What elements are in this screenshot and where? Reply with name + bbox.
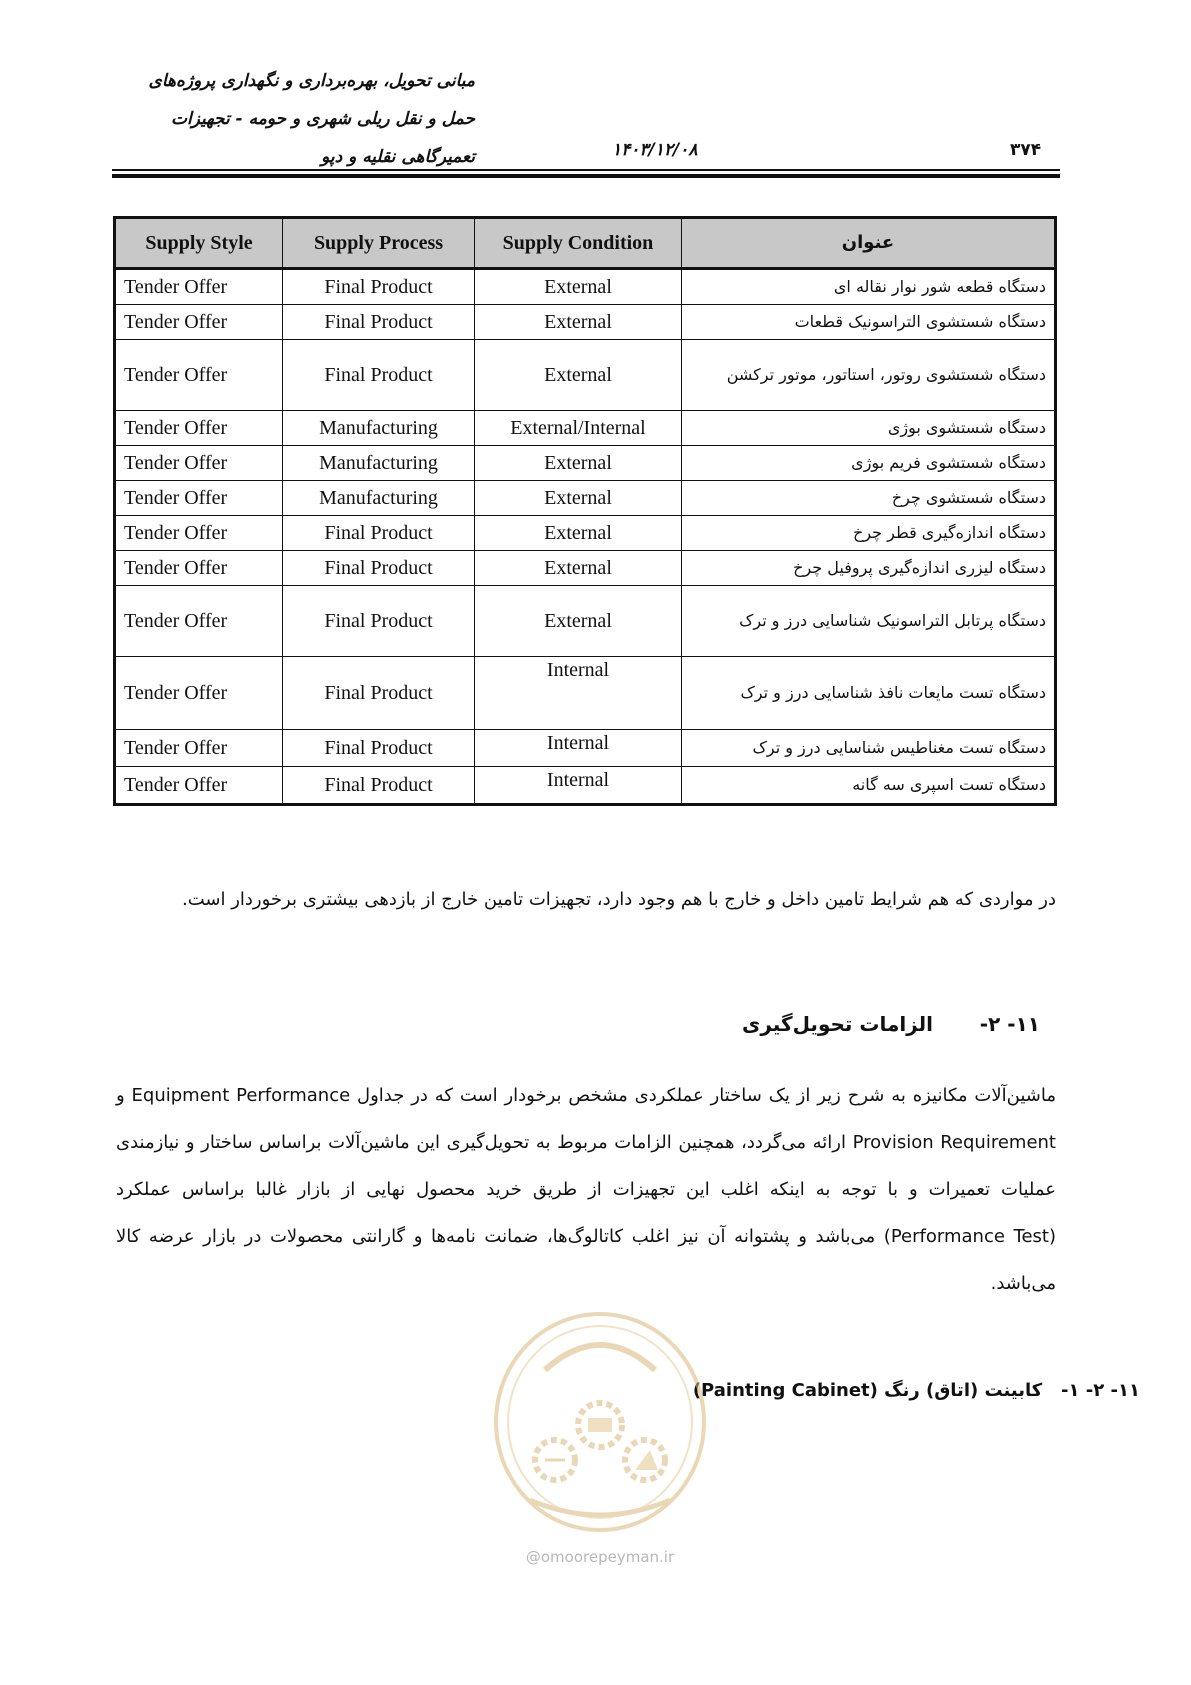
header-line-2: حمل و نقل ریلی شهری و حومه - تجهیزات bbox=[170, 109, 475, 129]
cell-supply-style: Tender Offer bbox=[115, 446, 283, 481]
table-row bbox=[115, 411, 1056, 446]
cell-supply-condition: Internal bbox=[475, 767, 682, 805]
cell-supply-process: Manufacturing bbox=[283, 481, 475, 516]
subsection-title: کابینت (اتاق) رنگ (Painting Cabinet) bbox=[692, 1380, 1043, 1401]
cell-title: دستگاه شستشوی روتور، استاتور، موتور تركشن bbox=[682, 340, 1056, 411]
table-row bbox=[115, 305, 1056, 340]
table-row bbox=[115, 481, 1056, 516]
cell-supply-condition: Internal bbox=[475, 730, 682, 767]
cell-title: دستگاه تست مایعات نافذ شناسایی درز و ترک bbox=[682, 657, 1056, 730]
cell-supply-process: Final Product bbox=[283, 551, 475, 586]
cell-supply-condition: External/Internal bbox=[475, 411, 682, 446]
cell-supply-condition: External bbox=[475, 551, 682, 586]
cell-supply-style: Tender Offer bbox=[115, 730, 283, 767]
cell-supply-style: Tender Offer bbox=[115, 340, 283, 411]
cell-title: دستگاه تست مغناطیس شناسایی درز و ترک bbox=[682, 730, 1056, 767]
cell-supply-process: Final Product bbox=[283, 340, 475, 411]
header-date: ۱۴۰۳/۱۲/۰۸ bbox=[612, 140, 698, 160]
cell-supply-style: Tender Offer bbox=[115, 586, 283, 657]
cell-supply-style: Tender Offer bbox=[115, 269, 283, 305]
cell-supply-style: Tender Offer bbox=[115, 411, 283, 446]
watermark-seal-icon bbox=[490, 1310, 710, 1535]
running-header bbox=[135, 62, 475, 176]
cell-supply-process: Final Product bbox=[283, 586, 475, 657]
section-number: ۱۱- ۲- bbox=[979, 1012, 1040, 1036]
cell-supply-process: Final Product bbox=[283, 305, 475, 340]
cell-supply-condition: External bbox=[475, 446, 682, 481]
cell-supply-process: Final Product bbox=[283, 269, 475, 305]
header-title: عنوان bbox=[682, 218, 1056, 269]
header-supply-process: Supply Process bbox=[283, 218, 475, 269]
table-header-row bbox=[115, 218, 1056, 269]
cell-supply-process: Manufacturing bbox=[283, 411, 475, 446]
section-heading bbox=[560, 1012, 1040, 1036]
cell-supply-condition: Internal bbox=[475, 657, 682, 730]
cell-supply-condition: External bbox=[475, 340, 682, 411]
cell-supply-style: Tender Offer bbox=[115, 657, 283, 730]
cell-title: دستگاه قطعه شور نوار نقاله ای bbox=[682, 269, 1056, 305]
table-row bbox=[115, 340, 1056, 411]
table-row bbox=[115, 586, 1056, 657]
cell-title: دستگاه شستشوی التراسونیک قطعات bbox=[682, 305, 1056, 340]
header-line-3: تعمیرگاهی نقلیه و دپو bbox=[321, 147, 475, 167]
cell-supply-process: Final Product bbox=[283, 516, 475, 551]
table-body bbox=[115, 269, 1056, 805]
section-title: الزامات تحویل‌گیری bbox=[742, 1012, 934, 1036]
cell-supply-process: Final Product bbox=[283, 657, 475, 730]
paragraph-supply-note: در مواردی که هم شرایط تامین داخل و خارج با هم وجود دارد، تجهیزات تامین خارج از بازدهی بیشتری برخوردار است. bbox=[182, 889, 1056, 910]
cell-title: دستگاه شستشوی بوژی bbox=[682, 411, 1056, 446]
cell-supply-process: Final Product bbox=[283, 730, 475, 767]
cell-supply-style: Tender Offer bbox=[115, 481, 283, 516]
header-rule-thin bbox=[112, 169, 1060, 171]
cell-title: دستگاه شستشوی چرخ bbox=[682, 481, 1056, 516]
cell-supply-condition: External bbox=[475, 516, 682, 551]
cell-supply-process: Final Product bbox=[283, 767, 475, 805]
header-line-1: مبانی تحویل، بهره‌برداری و نگهداری پروژه‌های bbox=[148, 71, 475, 91]
cell-supply-style: Tender Offer bbox=[115, 305, 283, 340]
cell-supply-condition: External bbox=[475, 586, 682, 657]
cell-title: دستگاه لیزری اندازه‌گیری پروفیل چرخ bbox=[682, 551, 1056, 586]
cell-title: دستگاه پرتابل التراسونیک شناسایی درز و ترک bbox=[682, 586, 1056, 657]
table-row bbox=[115, 446, 1056, 481]
table-row bbox=[115, 269, 1056, 305]
cell-supply-process: Manufacturing bbox=[283, 446, 475, 481]
header-rule-thick bbox=[112, 174, 1060, 178]
subsection-number: ۱۱- ۲- ۱- bbox=[1061, 1380, 1140, 1401]
table-row bbox=[115, 516, 1056, 551]
paragraph-requirements: ماشین‌آلات مکانیزه به شرح زیر از یک ساختار عملکردی مشخص برخودار است که در جداول Equipment Performance و Provision Requirement ارائه می‌گردد، همچنین الزامات مربوط به تحویل‌گیری این ماشین‌آلات براساس ساختار و نیازمندی عملیات تعمیرات و با توجه به اینکه اغلب این تجهیزات از طریق خرید محصول نهایی از بازار غالبا براساس عملکرد (Performance Test) می‌باشد و پشتوانه آن نیز اغلب کاتالوگ‌ها، ضمانت نامه‌ها و گارانتی محصولات در بازار عرضه کالا می‌باشد. bbox=[116, 1085, 1056, 1294]
supply-table bbox=[113, 216, 1057, 806]
cell-supply-style: Tender Offer bbox=[115, 516, 283, 551]
header-supply-style: Supply Style bbox=[115, 218, 283, 269]
cell-supply-condition: External bbox=[475, 305, 682, 340]
cell-title: دستگاه اندازه‌گیری قطر چرخ bbox=[682, 516, 1056, 551]
cell-title: دستگاه تست اسپری سه گانه bbox=[682, 767, 1056, 805]
cell-title: دستگاه شستشوی فریم بوژی bbox=[682, 446, 1056, 481]
table-row bbox=[115, 730, 1056, 767]
watermark-url: @omoorepeyman.ir bbox=[525, 1548, 675, 1566]
table-row bbox=[115, 551, 1056, 586]
cell-supply-condition: External bbox=[475, 269, 682, 305]
table-row bbox=[115, 657, 1056, 730]
table-row bbox=[115, 767, 1056, 805]
page-number: ۳۷۴ bbox=[1010, 140, 1042, 160]
cell-supply-style: Tender Offer bbox=[115, 551, 283, 586]
cell-supply-style: Tender Offer bbox=[115, 767, 283, 805]
header-supply-condition: Supply Condition bbox=[475, 218, 682, 269]
cell-supply-condition: External bbox=[475, 481, 682, 516]
